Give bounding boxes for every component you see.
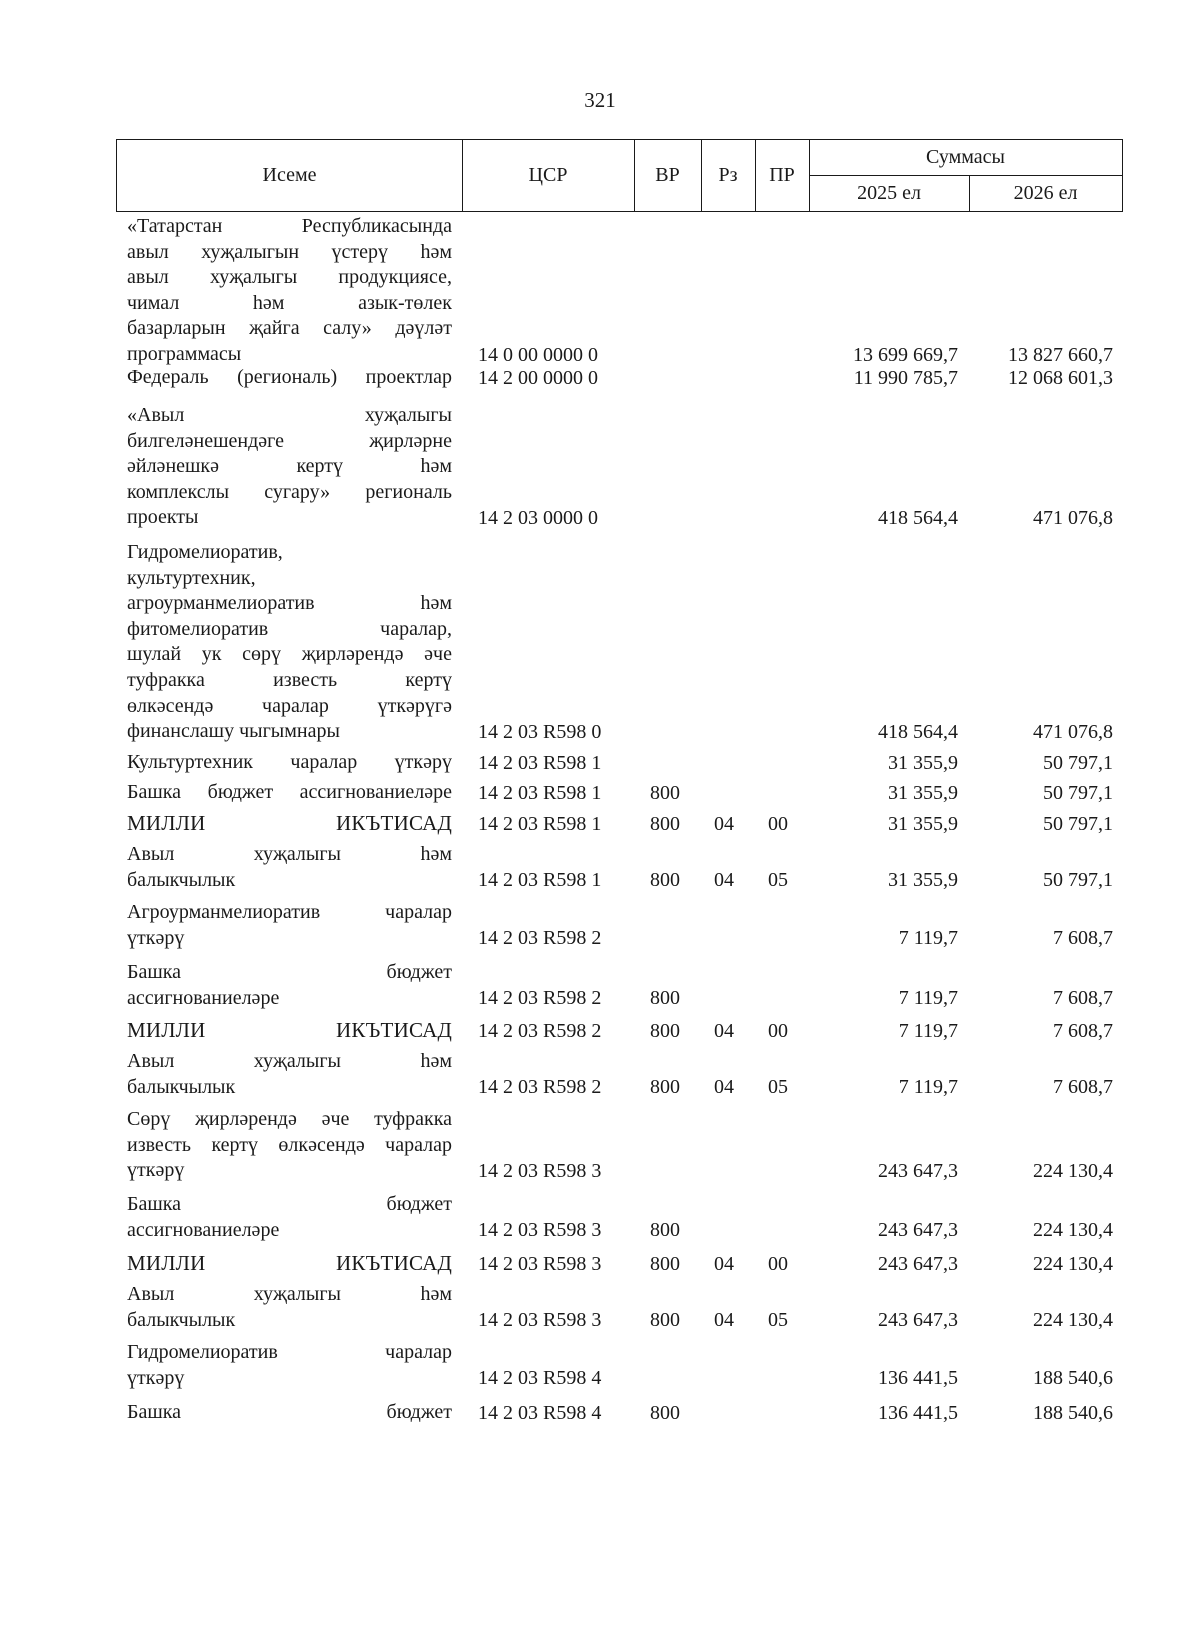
row-name-line: агроурманмелиоратив һәм: [127, 592, 452, 615]
row-name: [127, 1192, 452, 1243]
row-csr: 14 2 03 R598 4: [478, 1402, 602, 1424]
table-row: [0, 960, 1200, 1011]
row-amount-2026: 224 130,4: [1033, 1309, 1113, 1331]
row-amount-2026: 12 068 601,3: [1008, 367, 1113, 389]
row-csr: 14 2 03 0000 0: [478, 507, 598, 529]
row-name-line: Башка бюджет: [127, 1193, 452, 1215]
page-number: 321: [584, 88, 616, 112]
row-name-line: Гидромелиоратив чаралар: [127, 1341, 452, 1363]
row-amount-2026: 224 130,4: [1033, 1253, 1113, 1275]
row-name: [127, 365, 452, 391]
row-rz: 04: [714, 869, 734, 891]
table-row: [0, 900, 1200, 951]
row-amount-2026: 188 540,6: [1033, 1402, 1113, 1424]
row-name: [127, 780, 452, 806]
header-pr: ПР: [769, 163, 795, 186]
row-csr: 14 2 03 R598 4: [478, 1367, 602, 1389]
row-amount-2026: 224 130,4: [1033, 1219, 1113, 1241]
row-name-line: шулай ук сөрү җирләрендә әче: [127, 643, 452, 666]
row-amount-2025: 418 564,4: [878, 507, 958, 529]
row-amount-2025: 418 564,4: [878, 721, 958, 743]
row-amount-2026: 13 827 660,7: [1008, 344, 1113, 366]
row-pr: 05: [768, 1076, 788, 1098]
table-row: [0, 1018, 1200, 1044]
row-name-line: МИЛЛИ ИКЪТИСАД: [127, 1018, 452, 1042]
table-row: [0, 365, 1200, 391]
row-name: [127, 1400, 452, 1426]
row-name-line: известь кертү өлкәсендә чаралар: [127, 1133, 452, 1156]
row-name-line: балыкчылык: [127, 1075, 236, 1098]
row-name-line: Агроурманмелиоратив чаралар: [127, 901, 452, 923]
row-vr: 800: [650, 782, 680, 804]
row-csr: 14 2 03 R598 3: [478, 1309, 602, 1331]
row-vr: 800: [650, 987, 680, 1009]
row-name-line: балыкчылык: [127, 1308, 236, 1331]
row-name: [127, 540, 452, 745]
row-amount-2025: 31 355,9: [888, 782, 958, 804]
row-csr: 14 0 00 0000 0: [478, 344, 598, 366]
table-row: [0, 403, 1200, 531]
header-name: Исеме: [262, 163, 317, 186]
row-name-line: үткәрү: [127, 1159, 185, 1182]
row-amount-2025: 31 355,9: [888, 813, 958, 835]
row-amount-2025: 13 699 669,7: [853, 344, 958, 366]
row-name-line: чимал һәм азык-төлек: [127, 291, 452, 314]
table-row: [0, 1340, 1200, 1391]
row-csr: 14 2 03 R598 3: [478, 1219, 602, 1241]
row-name-line: ассигнованиеләре: [127, 1218, 280, 1241]
row-csr: 14 2 00 0000 0: [478, 367, 598, 389]
row-csr: 14 2 03 R598 0: [478, 721, 602, 743]
row-csr: 14 2 03 R598 3: [478, 1160, 602, 1182]
row-pr: 05: [768, 869, 788, 891]
row-rz: 04: [714, 1076, 734, 1098]
row-vr: 800: [650, 1076, 680, 1098]
row-amount-2025: 243 647,3: [878, 1160, 958, 1182]
table-row: [0, 1251, 1200, 1277]
row-rz: 04: [714, 813, 734, 835]
row-name: [127, 842, 452, 893]
row-name-line: МИЛЛИ ИКЪТИСАД: [127, 1251, 452, 1275]
row-name: [127, 1282, 452, 1333]
row-name-line: өлкәсендә чаралар үткәрүгә: [127, 694, 452, 717]
row-amount-2026: 7 608,7: [1053, 987, 1113, 1009]
table-row: [0, 780, 1200, 806]
header-csr: ЦСР: [528, 163, 568, 186]
row-name-line: Культуртехник чаралар үткәрү: [127, 751, 452, 773]
row-csr: 14 2 03 R598 1: [478, 813, 602, 835]
row-csr: 14 2 03 R598 3: [478, 1253, 602, 1275]
table-header: [116, 139, 1123, 212]
row-name: [127, 1107, 452, 1184]
row-name-line: комплекслы сугару» региональ: [127, 480, 452, 503]
row-amount-2025: 7 119,7: [898, 1020, 958, 1042]
row-amount-2026: 7 608,7: [1053, 1076, 1113, 1098]
row-name-line: Башка бюджет: [127, 1401, 452, 1423]
row-csr: 14 2 03 R598 2: [478, 1020, 602, 1042]
row-csr: 14 2 03 R598 2: [478, 927, 602, 949]
table-row: [0, 1107, 1200, 1184]
row-name: [127, 1018, 452, 1044]
row-name-line: авыл хуҗалыгын үстерү һәм: [127, 240, 452, 263]
row-name-line: МИЛЛИ ИКЪТИСАД: [127, 811, 452, 835]
row-name: [127, 900, 452, 951]
row-amount-2026: 50 797,1: [1043, 813, 1113, 835]
row-name-line: ассигнованиеләре: [127, 986, 280, 1009]
row-csr: 14 2 03 R598 2: [478, 1076, 602, 1098]
row-name-line: фитомелиоратив чаралар,: [127, 617, 452, 640]
row-csr: 14 2 03 R598 2: [478, 987, 602, 1009]
row-name: [127, 960, 452, 1011]
row-rz: 04: [714, 1253, 734, 1275]
row-rz: 04: [714, 1020, 734, 1042]
header-2026: 2026 ел: [1013, 181, 1078, 204]
row-amount-2025: 7 119,7: [898, 987, 958, 1009]
row-amount-2025: 136 441,5: [878, 1402, 958, 1424]
row-amount-2025: 7 119,7: [898, 1076, 958, 1098]
row-name-line: туфракка известь кертү: [127, 668, 452, 691]
row-rz: 04: [714, 1309, 734, 1331]
header-sums: Суммасы: [926, 146, 1005, 168]
row-amount-2026: 50 797,1: [1043, 782, 1113, 804]
row-name-line: Федераль (региональ) проектлар: [127, 366, 452, 388]
row-name-line: Авыл хуҗалыгы һәм: [127, 1283, 452, 1305]
row-name: [127, 214, 452, 368]
header-2025: 2025 ел: [857, 181, 921, 204]
row-pr: 00: [768, 813, 788, 835]
table-row: [0, 750, 1200, 776]
row-vr: 800: [650, 1402, 680, 1424]
row-pr: 05: [768, 1309, 788, 1331]
row-amount-2026: 471 076,8: [1033, 721, 1113, 743]
row-name-line: финанслашу чыгымнары: [127, 720, 340, 743]
row-name: [127, 1049, 452, 1100]
table-row: [0, 842, 1200, 893]
row-name-line: «Авыл хуҗалыгы: [127, 404, 452, 426]
row-csr: 14 2 03 R598 1: [478, 869, 602, 891]
row-name-line: үткәрү: [127, 1366, 185, 1389]
row-name-line: «Татарстан Республикасында: [127, 215, 452, 237]
row-amount-2025: 136 441,5: [878, 1367, 958, 1389]
row-name-line: балыкчылык: [127, 868, 236, 891]
table-row: [0, 540, 1200, 745]
row-name: [127, 750, 452, 776]
row-amount-2026: 50 797,1: [1043, 869, 1113, 891]
row-name-line: проекты: [127, 506, 199, 529]
row-name-line: әйләнешкә кертү һәм: [127, 455, 452, 478]
row-amount-2026: 224 130,4: [1033, 1160, 1113, 1182]
row-name-line: культуртехник,: [127, 566, 256, 589]
row-amount-2026: 7 608,7: [1053, 1020, 1113, 1042]
row-name-line: Авыл хуҗалыгы һәм: [127, 1050, 452, 1072]
row-amount-2026: 471 076,8: [1033, 507, 1113, 529]
row-pr: 00: [768, 1020, 788, 1042]
table-row: [0, 1282, 1200, 1333]
row-amount-2025: 31 355,9: [888, 869, 958, 891]
row-name-line: базарларын җайга салу» дәүләт: [127, 317, 452, 340]
row-pr: 00: [768, 1253, 788, 1275]
row-vr: 800: [650, 1253, 680, 1275]
row-vr: 800: [650, 869, 680, 891]
row-name-line: Авыл хуҗалыгы һәм: [127, 843, 452, 865]
row-amount-2026: 50 797,1: [1043, 752, 1113, 774]
table-row: [0, 811, 1200, 837]
table-row: [0, 1192, 1200, 1243]
row-name: [127, 1340, 452, 1391]
row-amount-2025: 243 647,3: [878, 1309, 958, 1331]
row-name: [127, 811, 452, 837]
header-rz: Рз: [718, 163, 738, 186]
table-row: [0, 1400, 1200, 1426]
row-amount-2025: 31 355,9: [888, 752, 958, 774]
table-row: [0, 214, 1200, 368]
row-name-line: үткәрү: [127, 926, 185, 949]
row-name-line: Сөрү җирләрендә әче туфракка: [127, 1108, 452, 1130]
row-name-line: авыл хуҗалыгы продукциясе,: [127, 266, 452, 289]
row-vr: 800: [650, 813, 680, 835]
row-amount-2026: 7 608,7: [1053, 927, 1113, 949]
row-name-line: билгеләнешендәге җирләрне: [127, 429, 452, 452]
row-name: [127, 1251, 452, 1277]
row-csr: 14 2 03 R598 1: [478, 782, 602, 804]
row-amount-2026: 188 540,6: [1033, 1367, 1113, 1389]
row-amount-2025: 11 990 785,7: [853, 367, 958, 389]
row-amount-2025: 243 647,3: [878, 1253, 958, 1275]
row-vr: 800: [650, 1020, 680, 1042]
row-csr: 14 2 03 R598 1: [478, 752, 602, 774]
row-name-line: Башка бюджет ассигнованиеләре: [127, 781, 452, 803]
row-amount-2025: 243 647,3: [878, 1219, 958, 1241]
row-name-line: программасы: [127, 342, 242, 365]
row-vr: 800: [650, 1219, 680, 1241]
row-vr: 800: [650, 1309, 680, 1331]
row-name-line: Гидромелиоратив,: [127, 541, 283, 563]
row-name-line: Башка бюджет: [127, 961, 452, 983]
row-amount-2025: 7 119,7: [898, 927, 958, 949]
table-row: [0, 1049, 1200, 1100]
row-name: [127, 403, 452, 531]
header-vr: ВР: [655, 163, 680, 186]
